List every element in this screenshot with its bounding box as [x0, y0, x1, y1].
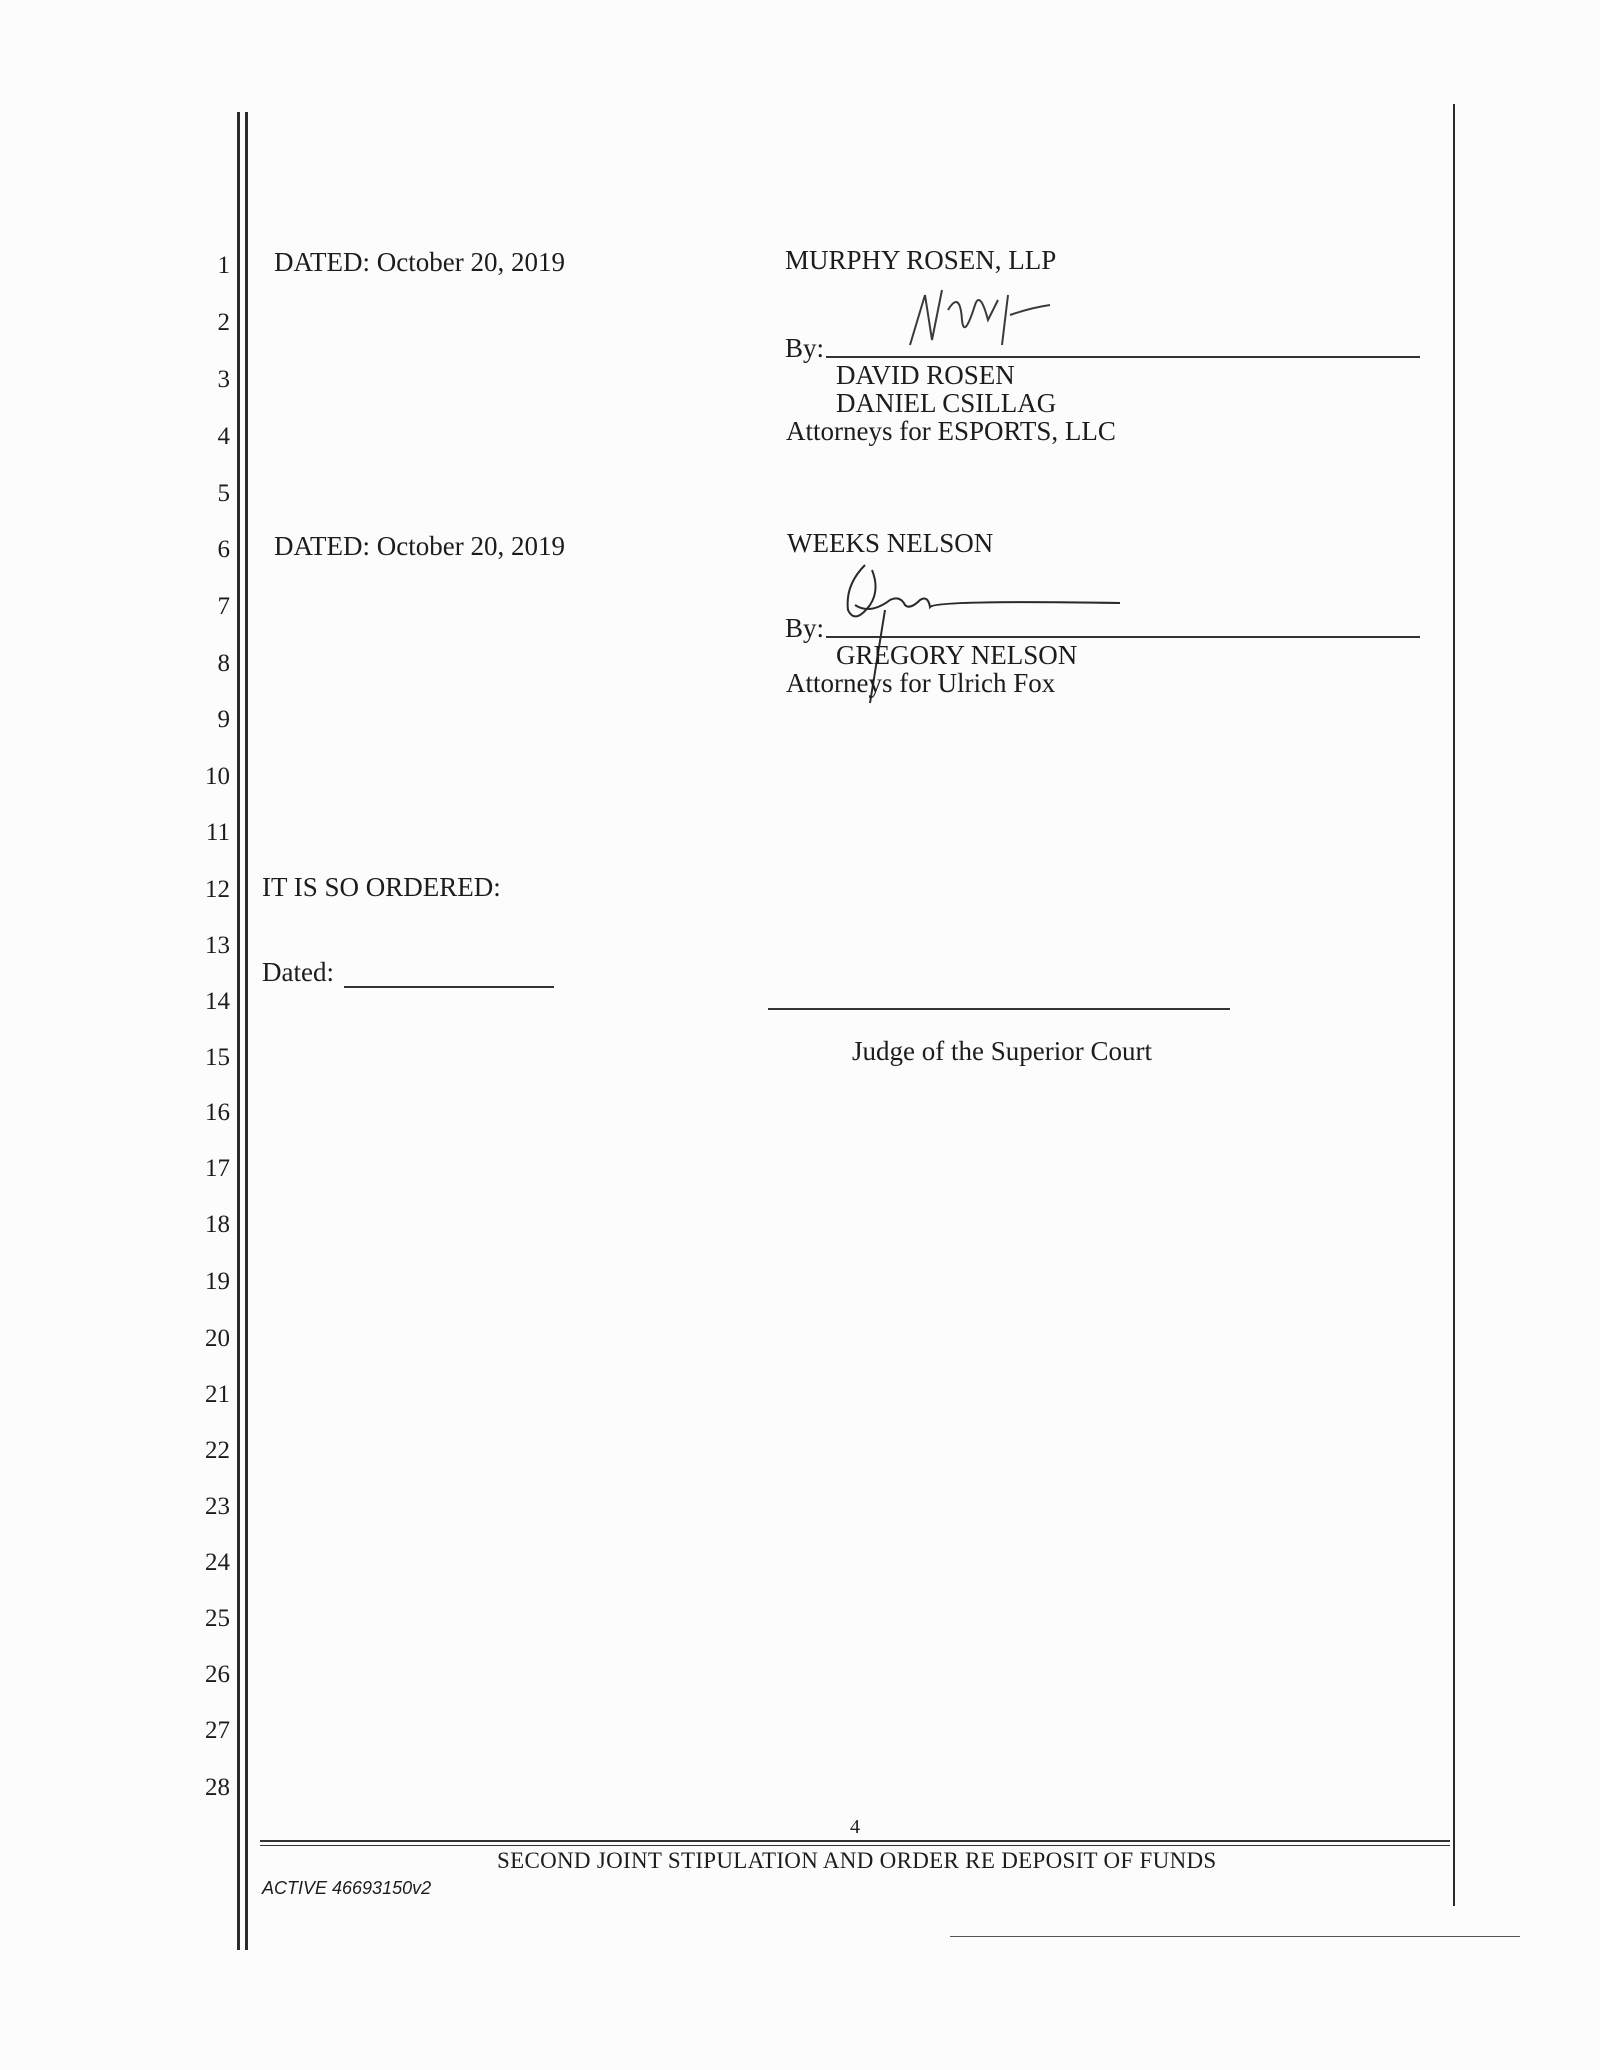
page-number: 4 — [850, 1816, 860, 1838]
right-margin-rule — [1453, 104, 1455, 1906]
line-number: 20 — [205, 1325, 230, 1352]
line-number: 13 — [205, 932, 230, 959]
handwritten-signature — [880, 250, 1080, 350]
line-number: 28 — [205, 1774, 230, 1801]
line-number: 1 — [217, 252, 230, 279]
line-number: 19 — [205, 1268, 230, 1295]
document-title: SECOND JOINT STIPULATION AND ORDER RE DEPOSIT OF FUNDS — [497, 1848, 1217, 1873]
dated-label: DATED: October 20, 2019 — [274, 247, 565, 277]
document-id: ACTIVE 46693150v2 — [262, 1878, 432, 1898]
bottom-scan-rule — [950, 1936, 1520, 1937]
line-number: 11 — [205, 819, 230, 846]
line-number: 12 — [205, 876, 230, 903]
line-number: 23 — [205, 1493, 230, 1520]
attorney-role: Attorneys for ESPORTS, LLC — [786, 416, 1116, 446]
line-number: 10 — [205, 763, 230, 790]
firm-name: WEEKS NELSON — [787, 528, 994, 558]
line-number: 2 — [217, 309, 230, 336]
attorney-role: Attorneys for Ulrich Fox — [786, 668, 1056, 698]
line-number: 3 — [217, 366, 230, 393]
line-number: 17 — [205, 1155, 230, 1182]
line-number: 16 — [205, 1099, 230, 1126]
line-number: 27 — [205, 1717, 230, 1744]
judge-signature-line — [768, 1008, 1230, 1010]
line-number: 5 — [217, 480, 230, 507]
line-number: 26 — [205, 1661, 230, 1688]
order-date-line — [344, 986, 554, 988]
by-label: By: — [785, 613, 825, 643]
order-heading: IT IS SO ORDERED: — [262, 872, 501, 902]
line-number: 15 — [205, 1044, 230, 1071]
attorney-name: GREGORY NELSON — [836, 640, 1078, 670]
judge-title: Judge of the Superior Court — [852, 1036, 1152, 1066]
line-number: 9 — [217, 706, 230, 733]
footer-rule-top — [260, 1840, 1450, 1842]
firm-name: MURPHY ROSEN, LLP — [785, 245, 1057, 275]
footer-rule-bottom — [260, 1845, 1450, 1846]
line-number: 7 — [217, 593, 230, 620]
order-dated-label: Dated: — [262, 957, 334, 987]
line-number: 8 — [217, 650, 230, 677]
line-number: 25 — [205, 1605, 230, 1632]
signature-line — [826, 356, 1420, 358]
line-number: 22 — [205, 1437, 230, 1464]
by-label: By: — [785, 333, 825, 363]
line-number: 6 — [217, 536, 230, 563]
line-number: 4 — [217, 423, 230, 450]
attorney-name: DANIEL CSILLAG — [836, 388, 1057, 418]
line-number: 24 — [205, 1549, 230, 1576]
line-number: 18 — [205, 1211, 230, 1238]
left-margin-rule-outer — [237, 112, 240, 1950]
left-margin-rule-inner — [245, 112, 248, 1950]
dated-label: DATED: October 20, 2019 — [274, 531, 565, 561]
attorney-name: DAVID ROSEN — [836, 360, 1015, 390]
line-number: 21 — [205, 1381, 230, 1408]
line-number: 14 — [205, 988, 230, 1015]
